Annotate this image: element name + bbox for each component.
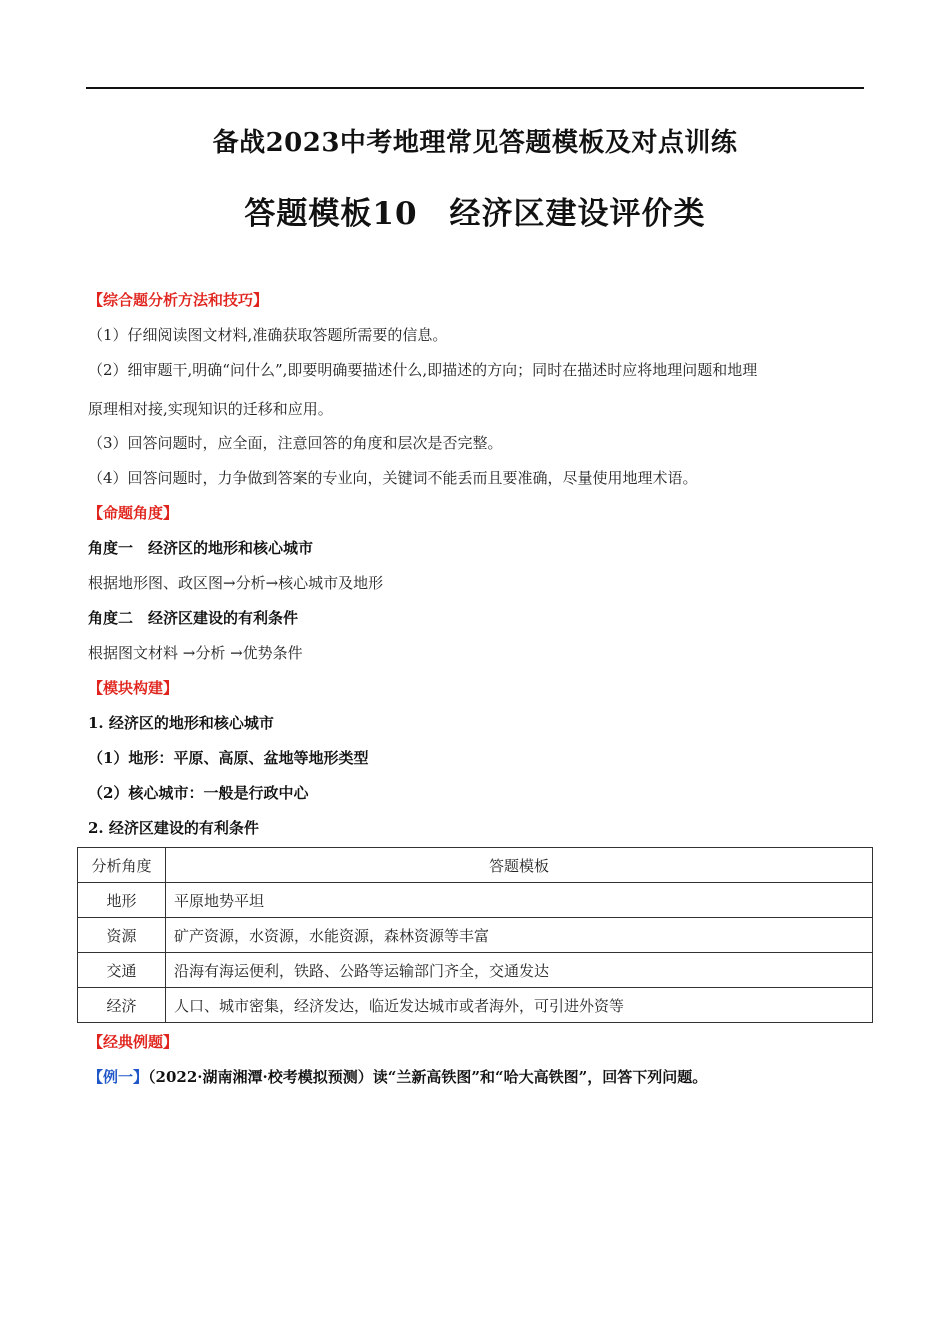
table-cell-template: 平原地势平坦	[166, 883, 873, 918]
angle-two-title: 角度二 经济区建设的有利条件	[88, 609, 299, 627]
table-row	[78, 883, 873, 918]
method-item: （3）回答问题时，应全面，注意回答的角度和层次是否完整。	[88, 434, 503, 452]
example-one	[88, 1066, 707, 1087]
table-cell-template: 沿海有海运便利，铁路、公路等运输部门齐全，交通发达	[166, 953, 873, 988]
table-cell-angle: 交通	[78, 953, 166, 988]
section-heading-methods: 【综合题分析方法和技巧】	[88, 291, 269, 309]
section-heading-module: 【模块构建】	[88, 679, 179, 697]
section-heading-examples: 【经典例题】	[88, 1033, 179, 1051]
table-header-row	[78, 848, 873, 883]
document-title: 备战2023中考地理常见答题模板及对点训练	[212, 128, 738, 158]
module-point-one: 1. 经济区的地形和核心城市	[88, 714, 274, 732]
header-rule	[86, 87, 864, 89]
angle-one-title: 角度一 经济区的地形和核心城市	[88, 539, 314, 557]
module-point-one-terrain: （1）地形：平原、高原、盆地等地形类型	[88, 749, 369, 767]
table-cell-template: 矿产资源，水资源，水能资源，森林资源等丰富	[166, 918, 873, 953]
module-point-two: 2. 经济区建设的有利条件	[88, 819, 259, 837]
example-question: （2022·湖南湘潭·校考模拟预测）读“兰新高铁图”和“哈大高铁图”，回答下列问题。	[148, 1068, 708, 1086]
template-title: 答题模板10 经济区建设评价类	[244, 196, 706, 232]
method-item: （4）回答问题时，力争做到答案的专业向，关键词不能丢而且要准确，尽量使用地理术语。	[88, 469, 698, 487]
angle-one-text: 根据地形图、政区图→分析→核心城市及地形	[88, 574, 384, 592]
table-row	[78, 918, 873, 953]
method-item: （1）仔细阅读图文材料,准确获取答题所需要的信息。	[88, 326, 448, 344]
method-item-continued: 原理相对接,实现知识的迁移和应用。	[88, 400, 333, 418]
answer-template-table	[77, 847, 873, 1023]
table-cell-angle: 地形	[78, 883, 166, 918]
section-heading-angles: 【命题角度】	[88, 504, 179, 522]
table-header-cell: 分析角度	[78, 848, 166, 883]
example-label: 【例一】	[88, 1068, 149, 1086]
table-header-cell: 答题模板	[166, 848, 873, 883]
module-point-one-city: （2）核心城市：一般是行政中心	[88, 784, 309, 802]
table-row	[78, 953, 873, 988]
angle-two-text: 根据图文材料 →分析 →优势条件	[88, 644, 303, 662]
table-row	[78, 988, 873, 1023]
method-item: （2）细审题干,明确“问什么”,即要明确要描述什么,即描述的方向；同时在描述时应将地理问题和地理	[88, 361, 758, 379]
table-cell-angle: 资源	[78, 918, 166, 953]
table-cell-template: 人口、城市密集，经济发达，临近发达城市或者海外，可引进外资等	[166, 988, 873, 1023]
table-cell-angle: 经济	[78, 988, 166, 1023]
